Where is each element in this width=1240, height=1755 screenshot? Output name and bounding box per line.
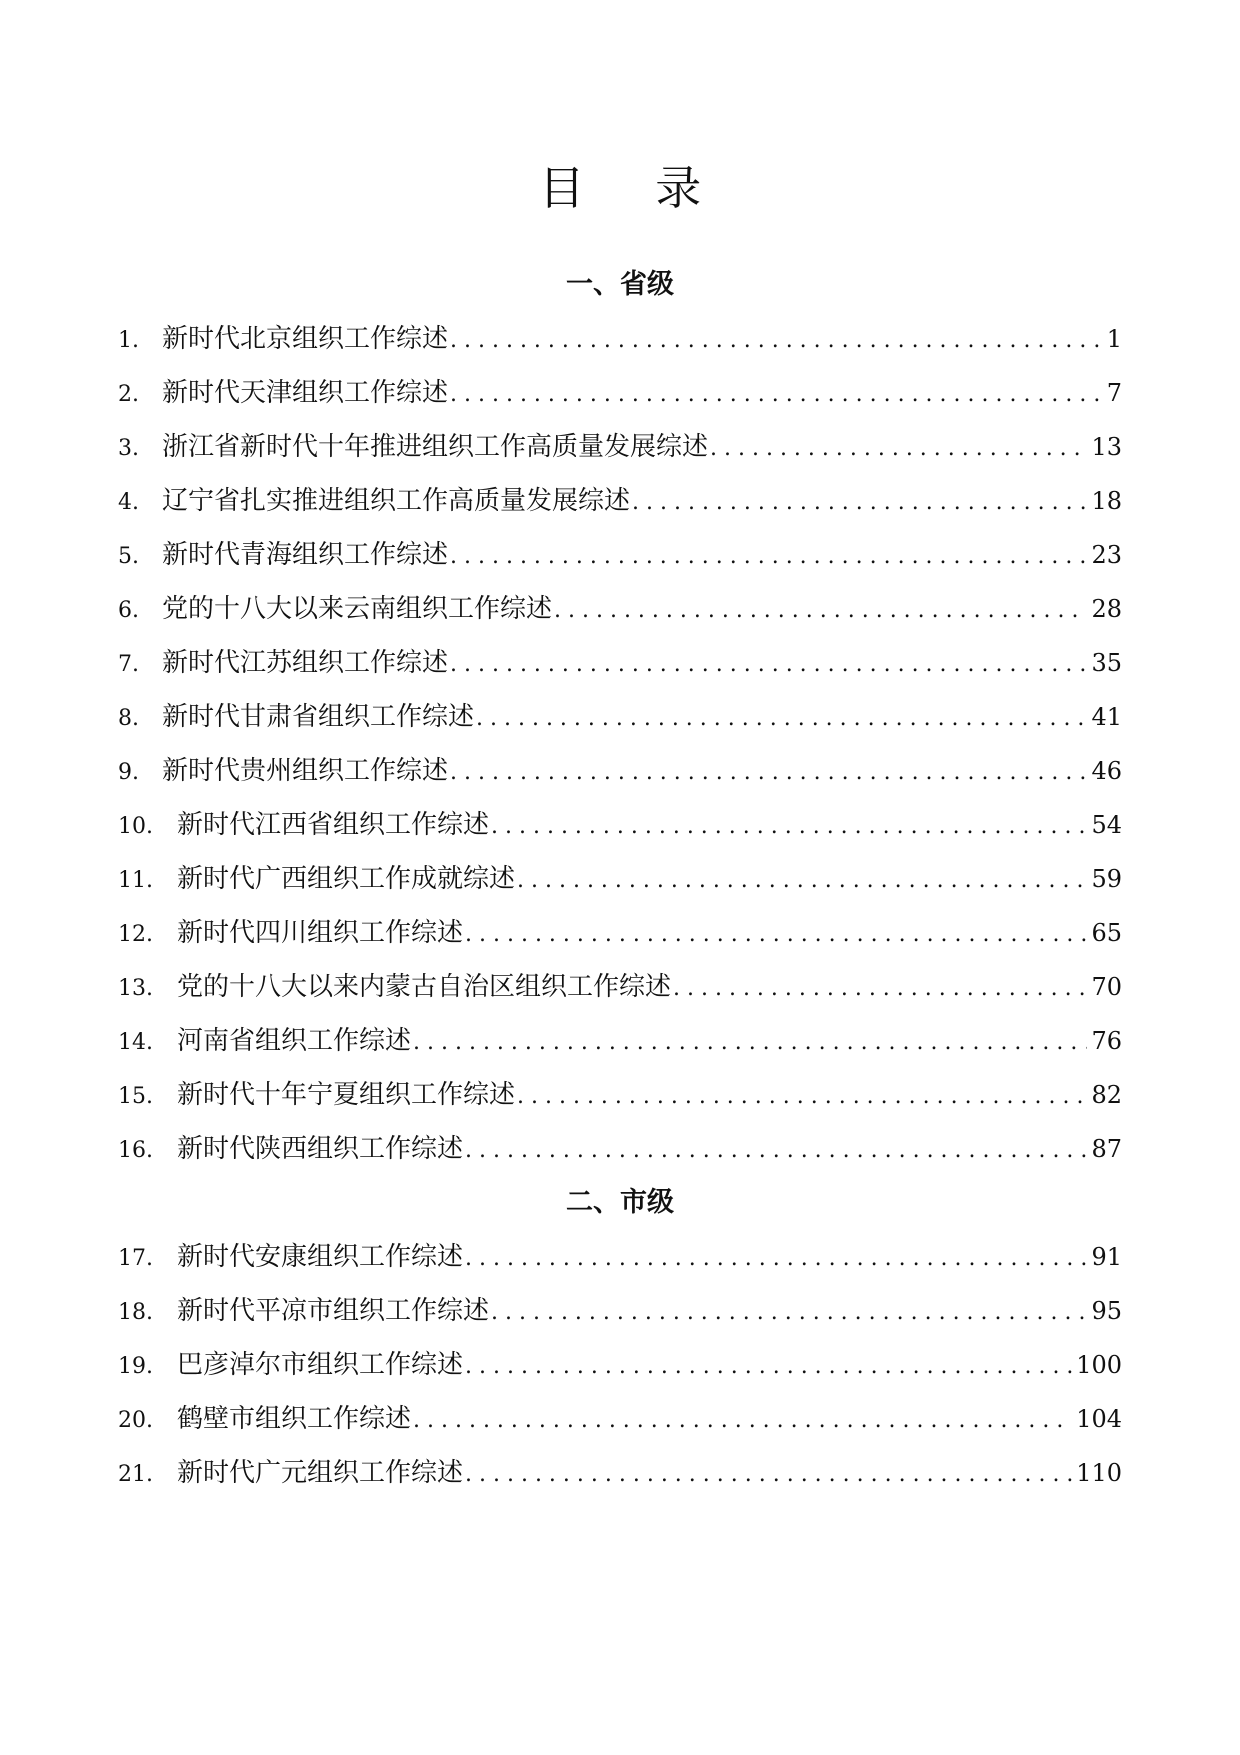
dot-leader [517, 854, 1087, 908]
entry-title: 河南省组织工作综述 [177, 1026, 412, 1056]
entry-title: 新时代天津组织工作综述 [162, 378, 449, 408]
entry-number: 16. [118, 1138, 153, 1163]
entry-number: 12. [118, 922, 153, 947]
toc-entry[interactable] [118, 636, 1122, 690]
dot-leader [554, 584, 1087, 638]
entry-title: 党的十八大以来云南组织工作综述 [162, 594, 553, 624]
entry-number: 19. [118, 1354, 153, 1379]
toc-entry[interactable] [118, 420, 1122, 474]
toc-entry[interactable] [118, 1338, 1122, 1392]
toc-entry[interactable] [118, 366, 1122, 420]
entry-title: 鹤壁市组织工作综述 [177, 1404, 412, 1434]
entry-page-number: 41 [1091, 703, 1122, 731]
entry-title: 新时代平凉市组织工作综述 [177, 1296, 490, 1326]
dot-leader [465, 1448, 1072, 1502]
toc-entry[interactable] [118, 960, 1122, 1014]
entry-number: 2. [118, 382, 139, 407]
dot-leader [476, 692, 1087, 746]
entry-title: 新时代江西省组织工作综述 [177, 810, 490, 840]
entry-page-number: 59 [1091, 865, 1122, 893]
page-title: 目 录 [538, 161, 730, 215]
entry-number: 9. [118, 760, 139, 785]
toc-entry[interactable] [118, 1284, 1122, 1338]
entry-title: 新时代陕西组织工作综述 [177, 1134, 464, 1164]
dot-leader [465, 1232, 1087, 1286]
entry-page-number: 28 [1091, 595, 1122, 623]
dot-leader [465, 1124, 1087, 1178]
entry-title: 新时代甘肃省组织工作综述 [162, 702, 475, 732]
dot-leader [450, 368, 1103, 422]
entry-title: 新时代青海组织工作综述 [162, 540, 449, 570]
entry-page-number: 13 [1091, 433, 1122, 461]
toc-entry[interactable] [118, 690, 1122, 744]
dot-leader [517, 1070, 1087, 1124]
entry-page-number: 76 [1091, 1027, 1122, 1055]
entry-page-number: 87 [1091, 1135, 1122, 1163]
entry-page-number: 91 [1091, 1243, 1122, 1271]
dot-leader [632, 476, 1087, 530]
entry-number: 3. [118, 436, 139, 461]
dot-leader [450, 314, 1103, 368]
toc-entry[interactable] [118, 852, 1122, 906]
dot-leader [465, 908, 1087, 962]
entry-number: 18. [118, 1300, 153, 1325]
entry-title: 辽宁省扎实推进组织工作高质量发展综述 [162, 486, 631, 516]
dot-leader [450, 530, 1087, 584]
dot-leader [450, 746, 1087, 800]
entry-page-number: 70 [1091, 973, 1122, 1001]
entry-title: 新时代贵州组织工作综述 [162, 756, 449, 786]
entry-number: 1. [118, 328, 139, 353]
toc-entry[interactable] [118, 1068, 1122, 1122]
entry-number: 21. [118, 1462, 153, 1487]
toc-entry[interactable] [118, 798, 1122, 852]
dot-leader [450, 638, 1087, 692]
toc-entry[interactable] [118, 1122, 1122, 1176]
entry-page-number: 23 [1091, 541, 1122, 569]
entry-page-number: 46 [1091, 757, 1122, 785]
entry-page-number: 1 [1106, 325, 1122, 353]
entry-number: 6. [118, 598, 139, 623]
toc-entry[interactable] [118, 744, 1122, 798]
entry-number: 4. [118, 490, 139, 515]
entry-title: 新时代十年宁夏组织工作综述 [177, 1080, 516, 1110]
entry-page-number: 110 [1076, 1459, 1122, 1487]
dot-leader [465, 1340, 1072, 1394]
dot-leader [413, 1016, 1087, 1070]
dot-leader [491, 1286, 1087, 1340]
entry-page-number: 65 [1091, 919, 1122, 947]
entry-page-number: 35 [1091, 649, 1122, 677]
toc-entry[interactable] [118, 582, 1122, 636]
toc-entry[interactable] [118, 1014, 1122, 1068]
entry-number: 10. [118, 814, 153, 839]
entry-title: 新时代安康组织工作综述 [177, 1242, 464, 1272]
entry-page-number: 54 [1091, 811, 1122, 839]
entry-page-number: 104 [1076, 1405, 1122, 1433]
entry-page-number: 7 [1106, 379, 1122, 407]
entry-number: 13. [118, 976, 153, 1001]
entry-page-number: 82 [1091, 1081, 1122, 1109]
entry-number: 17. [118, 1246, 153, 1271]
entry-number: 7. [118, 652, 139, 677]
entry-title: 巴彦淖尔市组织工作综述 [177, 1350, 464, 1380]
dot-leader [710, 422, 1087, 476]
entry-number: 8. [118, 706, 139, 731]
entry-number: 15. [118, 1084, 153, 1109]
entry-page-number: 95 [1091, 1297, 1122, 1325]
section-heading-municipal: 二、市级 [566, 1187, 674, 1218]
entry-title: 新时代四川组织工作综述 [177, 918, 464, 948]
section-heading-provincial: 一、省级 [566, 269, 674, 300]
entry-number: 14. [118, 1030, 153, 1055]
entry-title: 新时代广西组织工作成就综述 [177, 864, 516, 894]
toc-entry[interactable] [118, 1392, 1122, 1446]
toc-entry[interactable] [118, 312, 1122, 366]
toc-entry[interactable] [118, 528, 1122, 582]
toc-entry[interactable] [118, 906, 1122, 960]
entry-number: 11. [118, 868, 153, 893]
entry-title: 党的十八大以来内蒙古自治区组织工作综述 [177, 972, 672, 1002]
entry-page-number: 100 [1076, 1351, 1122, 1379]
toc-entry[interactable] [118, 474, 1122, 528]
entry-title: 浙江省新时代十年推进组织工作高质量发展综述 [162, 432, 709, 462]
entry-number: 5. [118, 544, 139, 569]
dot-leader [673, 962, 1087, 1016]
toc-entry[interactable] [118, 1446, 1122, 1500]
entry-title: 新时代江苏组织工作综述 [162, 648, 449, 678]
toc-entry[interactable] [118, 1230, 1122, 1284]
entry-title: 新时代北京组织工作综述 [162, 324, 449, 354]
entry-number: 20. [118, 1408, 153, 1433]
dot-leader [491, 800, 1087, 854]
entry-page-number: 18 [1091, 487, 1122, 515]
dot-leader [413, 1394, 1072, 1448]
entry-title: 新时代广元组织工作综述 [177, 1458, 464, 1488]
table-of-contents [118, 258, 1122, 1500]
